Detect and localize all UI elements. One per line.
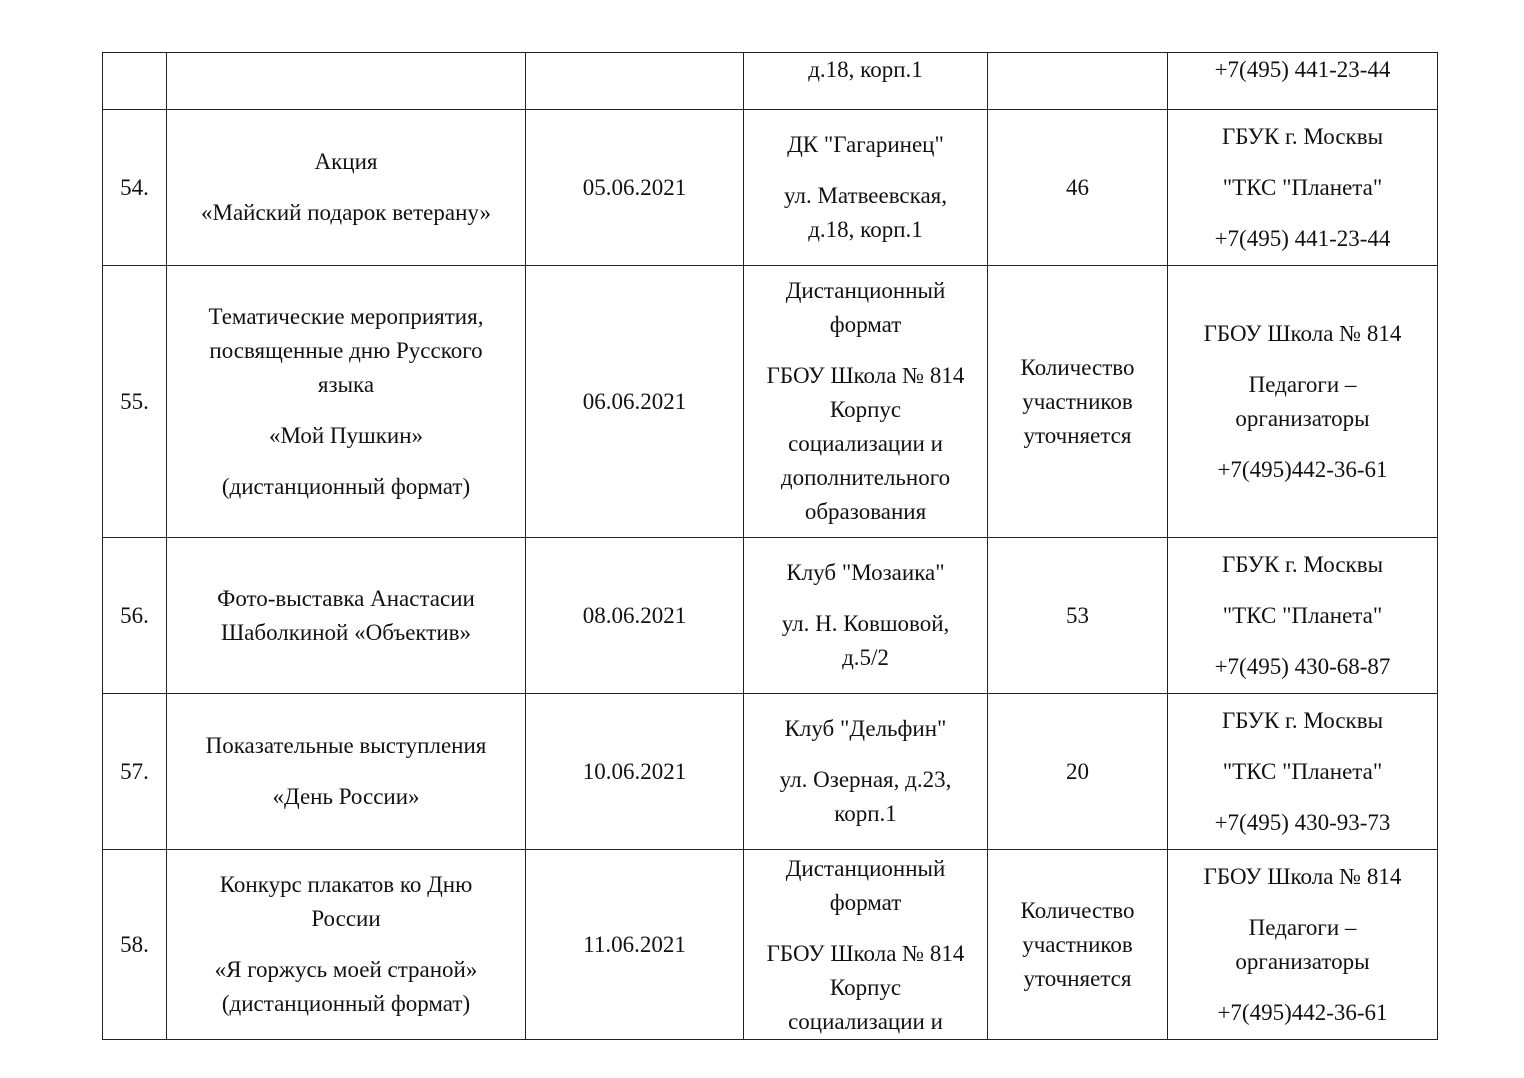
place-line: Клуб "Мозаика"	[786, 560, 945, 585]
cell-date	[526, 694, 744, 850]
table-row	[103, 266, 1438, 538]
org-line: "ТКС "Планета"	[1222, 758, 1383, 784]
place-line: ул. Озерная, д.23,	[779, 767, 952, 792]
org-line: "ТКС "Планета"	[1222, 174, 1383, 200]
table-row	[103, 110, 1438, 266]
place-line: ул. Н. Ковшовой,	[781, 611, 950, 636]
place-line: д.18, корп.1	[808, 217, 923, 242]
cell-num	[103, 694, 167, 850]
cell-count	[988, 53, 1168, 110]
cell-date	[526, 538, 744, 694]
name-line: Шаболкиной «Объектив»	[220, 619, 472, 645]
org-line: ГБУК г. Москвы	[1221, 707, 1384, 733]
row-number: 54.	[120, 174, 149, 200]
row-number: 57.	[120, 758, 149, 784]
cell-num	[103, 850, 167, 1040]
place-line: ул. Матвеевская,	[783, 183, 948, 208]
org-line: ГБОУ Школа № 814	[1203, 320, 1402, 346]
table-row	[103, 850, 1438, 1040]
row-number: 55.	[120, 388, 149, 414]
place-line: социализации и	[788, 1009, 943, 1034]
cell-place	[744, 538, 988, 694]
cell-count	[988, 538, 1168, 694]
place-line: формат	[829, 890, 902, 915]
cell-count	[988, 694, 1168, 850]
table-row	[103, 538, 1438, 694]
name-line: Фото-выставка Анастасии	[217, 585, 475, 611]
cell-name	[167, 53, 526, 110]
org-line: +7(495) 441-23-44	[1214, 57, 1391, 82]
event-date: 10.06.2021	[582, 758, 687, 784]
cell-place	[744, 694, 988, 850]
org-line: "ТКС "Планета"	[1222, 602, 1383, 628]
place-line: Корпус	[829, 397, 902, 422]
place-line: ДК "Гагаринец"	[787, 132, 944, 157]
cell-date	[526, 266, 744, 538]
place-line: дополнительного	[780, 465, 951, 490]
cell-org	[1168, 266, 1438, 538]
name-line: Показательные выступления	[205, 733, 487, 758]
event-date: 06.06.2021	[582, 388, 687, 414]
place-line: ГБОУ Школа № 814	[766, 363, 965, 388]
cell-place	[744, 850, 988, 1040]
org-line: ГБУК г. Москвы	[1221, 123, 1384, 149]
event-date: 05.06.2021	[582, 174, 687, 200]
place-line: образования	[804, 499, 927, 524]
name-line: «Мой Пушкин»	[268, 422, 424, 448]
cell-num	[103, 110, 167, 266]
org-line: ГБУК г. Москвы	[1221, 551, 1384, 577]
name-line: России	[311, 906, 381, 931]
participant-count: 53	[1066, 602, 1089, 628]
count-line: уточняется	[1023, 422, 1132, 448]
place-line: Корпус	[829, 975, 902, 1000]
name-line: «Я горжусь моей страной»	[214, 957, 478, 982]
org-line: организаторы	[1235, 405, 1370, 431]
table-row	[103, 694, 1438, 850]
cell-place	[744, 110, 988, 266]
count-line: участников	[1022, 931, 1133, 957]
name-line: Конкурс плакатов ко Дню	[219, 872, 473, 897]
row-number: 58.	[120, 931, 149, 957]
count-line: уточняется	[1023, 965, 1132, 991]
org-line: +7(495)442-36-61	[1217, 456, 1388, 482]
cell-num	[103, 53, 167, 110]
cell-name	[167, 110, 526, 266]
cell-name	[167, 266, 526, 538]
count-line: участников	[1022, 388, 1133, 414]
org-line: +7(495) 441-23-44	[1214, 225, 1391, 251]
name-line: «День России»	[272, 784, 420, 809]
place-line: социализации и	[788, 431, 943, 456]
cell-count	[988, 266, 1168, 538]
name-line: Тематические мероприятия,	[208, 303, 484, 329]
name-line: Акция	[314, 149, 378, 174]
events-table	[102, 52, 1438, 1040]
org-line: Педагоги –	[1248, 371, 1357, 397]
cell-place	[744, 266, 988, 538]
row-number: 56.	[120, 602, 149, 628]
place-line: формат	[829, 312, 902, 337]
cell-name	[167, 850, 526, 1040]
cell-num	[103, 266, 167, 538]
cell-org	[1168, 694, 1438, 850]
name-line: языка	[317, 371, 375, 397]
name-line: (дистанционный формат)	[221, 473, 471, 499]
cell-org	[1168, 538, 1438, 694]
org-line: Педагоги –	[1248, 914, 1357, 940]
place-line: Дистанционный	[785, 278, 946, 303]
name-line: посвященные дню Русского	[209, 337, 483, 363]
cell-count	[988, 110, 1168, 266]
cell-name	[167, 538, 526, 694]
place-line: ГБОУ Школа № 814	[766, 941, 965, 966]
org-line: ГБОУ Школа № 814	[1203, 863, 1402, 889]
org-line: организаторы	[1235, 948, 1370, 974]
place-line: корп.1	[834, 801, 897, 826]
cell-org	[1168, 110, 1438, 266]
name-line: «Майский подарок ветерану»	[201, 200, 491, 225]
cell-date	[526, 110, 744, 266]
cell-num	[103, 538, 167, 694]
place-line: Дистанционный	[785, 856, 946, 881]
org-line: +7(495) 430-93-73	[1214, 809, 1391, 835]
count-line: Количество	[1020, 897, 1135, 923]
count-line: Количество	[1020, 354, 1135, 380]
place-line: д.5/2	[842, 645, 889, 670]
org-line: +7(495)442-36-61	[1217, 999, 1388, 1025]
table-row	[103, 53, 1438, 110]
org-line: +7(495) 430-68-87	[1214, 653, 1391, 679]
name-line: (дистанционный формат)	[221, 991, 471, 1016]
participant-count: 46	[1066, 174, 1089, 200]
cell-date	[526, 53, 744, 110]
event-date: 08.06.2021	[582, 602, 687, 628]
participant-count: 20	[1066, 758, 1089, 784]
cell-name	[167, 694, 526, 850]
cell-count	[988, 850, 1168, 1040]
cell-place	[744, 53, 988, 110]
cell-org	[1168, 53, 1438, 110]
place-line: д.18, корп.1	[808, 57, 923, 82]
cell-org	[1168, 850, 1438, 1040]
event-date: 11.06.2021	[583, 931, 686, 957]
cell-date	[526, 850, 744, 1040]
place-line: Клуб "Дельфин"	[784, 716, 947, 741]
